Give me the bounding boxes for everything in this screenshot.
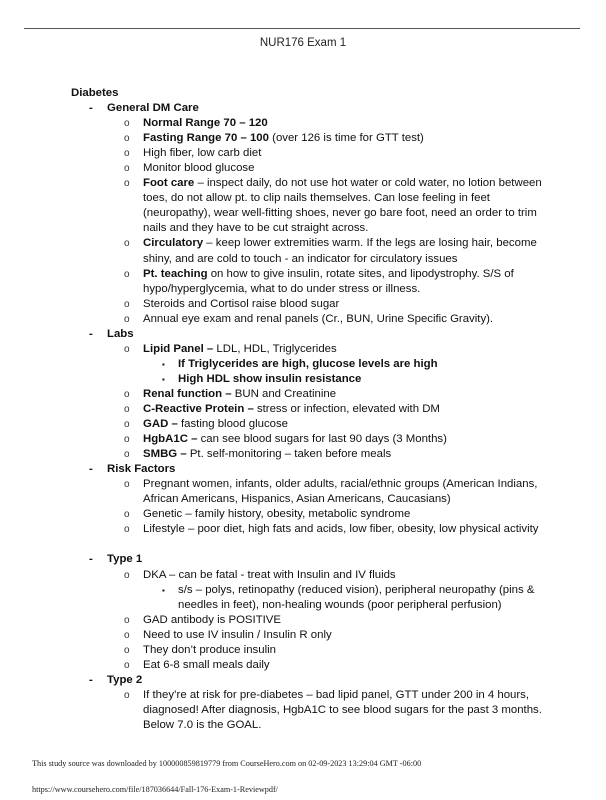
list-item-continuation: African Americans, Hispanics, Asian Americans, Caucasians)	[143, 493, 451, 506]
item-bold: Lipid Panel –	[143, 342, 214, 355]
item-text: Lifestyle – poor diet, high fats and acids, low fiber, obesity, low physical activity	[143, 523, 539, 536]
sub-list-item-continuation: needles in feet), non-healing wounds (poor peripheral perfusion)	[178, 598, 502, 611]
spacer	[0, 537, 606, 552]
heading-text: General DM Care	[107, 102, 199, 115]
item-text: Monitor blood glucose	[143, 162, 255, 175]
item-text: s/s – polys, retinopathy (reduced vision), peripheral neuropathy (pins &	[178, 583, 535, 596]
item-text: can see blood sugars for last 90 days (3 Months)	[197, 433, 447, 446]
circle-bullet-icon: o	[124, 509, 130, 521]
heading-text: Risk Factors	[107, 463, 176, 476]
list-item	[0, 116, 606, 131]
heading-risk-factors	[0, 462, 606, 477]
heading-type-1	[0, 552, 606, 567]
item-text: They don’t produce insulin	[143, 643, 276, 656]
item-text: Genetic – family history, obesity, metabolic syndrome	[143, 508, 411, 521]
item-bold: GAD –	[143, 418, 178, 431]
circle-bullet-icon: o	[124, 659, 130, 671]
item-bold: SMBG –	[143, 448, 187, 461]
item-text: fasting blood glucose	[177, 418, 288, 431]
heading-general-dm-care	[0, 101, 606, 116]
item-bold: Fasting Range 70 – 100	[143, 132, 269, 145]
list-item	[0, 236, 606, 251]
list-item	[0, 613, 606, 628]
dash-bullet: -	[89, 673, 93, 686]
square-bullet-icon: ▪	[162, 585, 165, 595]
list-item	[0, 477, 606, 492]
circle-bullet-icon: o	[124, 163, 130, 175]
circle-bullet-icon: o	[124, 614, 130, 626]
list-item	[0, 432, 606, 447]
heading-text: Type 1	[107, 553, 143, 566]
list-item	[0, 131, 606, 146]
item-bold: If Triglycerides are high, glucose levels are high	[178, 357, 438, 370]
item-text: BUN and Creatinine	[231, 387, 337, 400]
dash-bullet: -	[89, 463, 93, 476]
list-item-continuation: Below 7.0 is the GOAL.	[143, 718, 262, 731]
item-text: DKA – can be fatal - treat with Insulin and IV fluids	[143, 568, 396, 581]
sub-list-item	[0, 357, 606, 372]
item-bold: High HDL show insulin resistance	[178, 372, 362, 385]
item-text: LDL, HDL, Triglycerides	[213, 342, 337, 355]
list-item	[0, 643, 606, 658]
circle-bullet-icon: o	[124, 434, 130, 446]
item-bold: Normal Range 70 – 120	[143, 117, 268, 130]
list-item	[0, 387, 606, 402]
circle-bullet-icon: o	[124, 178, 130, 190]
item-text: (over 126 is time for GTT test)	[268, 132, 424, 145]
circle-bullet-icon: o	[124, 298, 130, 310]
item-text: GAD antibody is POSITIVE	[143, 613, 282, 626]
circle-bullet-icon: o	[124, 388, 130, 400]
circle-bullet-icon: o	[124, 524, 130, 536]
circle-bullet-icon: o	[124, 403, 130, 415]
list-item	[0, 447, 606, 462]
circle-bullet-icon: o	[124, 644, 130, 656]
item-text: Eat 6-8 small meals daily	[143, 658, 270, 671]
list-item-continuation: nails and they have to be cut straight across.	[143, 222, 369, 235]
item-bold: Circulatory	[143, 237, 204, 250]
circle-bullet-icon: o	[124, 689, 130, 701]
item-text: Pregnant women, infants, older adults, racial/ethnic groups (American Indians,	[143, 478, 538, 491]
list-item	[0, 161, 606, 176]
list-item	[0, 297, 606, 312]
item-text: stress or infection, elevated with DM	[253, 402, 440, 415]
heading-type-2	[0, 673, 606, 688]
list-item	[0, 628, 606, 643]
list-item	[0, 176, 606, 191]
circle-bullet-icon: o	[124, 148, 130, 160]
circle-bullet-icon: o	[124, 343, 130, 355]
list-item	[0, 522, 606, 537]
heading-text: Labs	[107, 327, 134, 340]
list-item	[0, 267, 606, 282]
circle-bullet-icon: o	[124, 449, 130, 461]
heading-text: Type 2	[107, 673, 143, 686]
item-text: Need to use IV insulin / Insulin R only	[143, 628, 332, 641]
list-item	[0, 342, 606, 357]
item-text: Steroids and Cortisol raise blood sugar	[143, 297, 340, 310]
list-item-continuation: (neuropathy), wear well-fitting shoes, never go bare foot, need an order to trim	[143, 207, 537, 220]
source-url[interactable]: https://www.coursehero.com/file/187036644/Fall-176-Exam-1-Reviewpdf/	[32, 785, 278, 794]
document-title: NUR176 Exam 1	[259, 37, 347, 49]
circle-bullet-icon: o	[124, 629, 130, 641]
square-bullet-icon: ▪	[162, 374, 165, 384]
sub-list-item	[0, 583, 606, 598]
list-item	[0, 568, 606, 583]
dash-bullet: -	[89, 327, 93, 340]
dash-bullet: -	[89, 553, 93, 566]
list-item-continuation: hypo/hyperglycemia, what to do under stress or illness.	[143, 282, 421, 295]
document-body	[0, 86, 606, 733]
dash-bullet: -	[89, 102, 93, 115]
item-text: Pt. self-monitoring – taken before meals	[186, 448, 392, 461]
list-item-continuation: toes, do not allow pt. to clip nails themselves. Can lose feeling in feet	[143, 192, 490, 205]
list-item	[0, 402, 606, 417]
item-text: – inspect daily, do not use hot water or cold water, no lotion between	[194, 177, 542, 190]
list-item	[0, 146, 606, 161]
item-bold: Foot care	[143, 177, 195, 190]
circle-bullet-icon: o	[124, 238, 130, 250]
list-item-continuation: diagnosed! After diagnosis, HgbA1C to see blood sugars for the past 3 months.	[143, 703, 542, 716]
circle-bullet-icon: o	[124, 118, 130, 130]
list-item	[0, 312, 606, 327]
circle-bullet-icon: o	[124, 133, 130, 145]
download-notice: This study source was downloaded by 100000859819779 from CourseHero.com on 02-09-2023 13:29:04 GMT -06:00	[32, 759, 422, 768]
circle-bullet-icon: o	[124, 569, 130, 581]
item-text: on how to give insulin, rotate sites, and lipodystrophy. S/S of	[207, 267, 514, 280]
header-rule	[24, 28, 580, 29]
list-item	[0, 507, 606, 522]
item-text: If they’re at risk for pre-diabetes – bad lipid panel, GTT under 200 in 4 hours,	[143, 688, 530, 701]
list-item	[0, 658, 606, 673]
list-item	[0, 688, 606, 703]
item-text: Annual eye exam and renal panels (Cr., BUN, Urine Specific Gravity).	[143, 312, 494, 325]
item-text: High fiber, low carb diet	[143, 147, 262, 160]
item-bold: HgbA1C –	[143, 433, 198, 446]
item-text: – keep lower extremities warm. If the legs are losing hair, become	[203, 237, 537, 250]
square-bullet-icon: ▪	[162, 359, 165, 369]
item-bold: Renal function –	[143, 387, 232, 400]
circle-bullet-icon: o	[124, 313, 130, 325]
section-title: Diabetes	[71, 87, 119, 99]
circle-bullet-icon: o	[124, 419, 130, 431]
list-item-continuation: shiny, and are cold to touch - an indicator for circulatory issues	[143, 252, 458, 265]
circle-bullet-icon: o	[124, 479, 130, 491]
item-bold: C-Reactive Protein –	[143, 402, 254, 415]
list-item	[0, 417, 606, 432]
circle-bullet-icon: o	[124, 268, 130, 280]
sub-list-item	[0, 372, 606, 387]
heading-labs	[0, 327, 606, 342]
item-bold: Pt. teaching	[143, 267, 208, 280]
